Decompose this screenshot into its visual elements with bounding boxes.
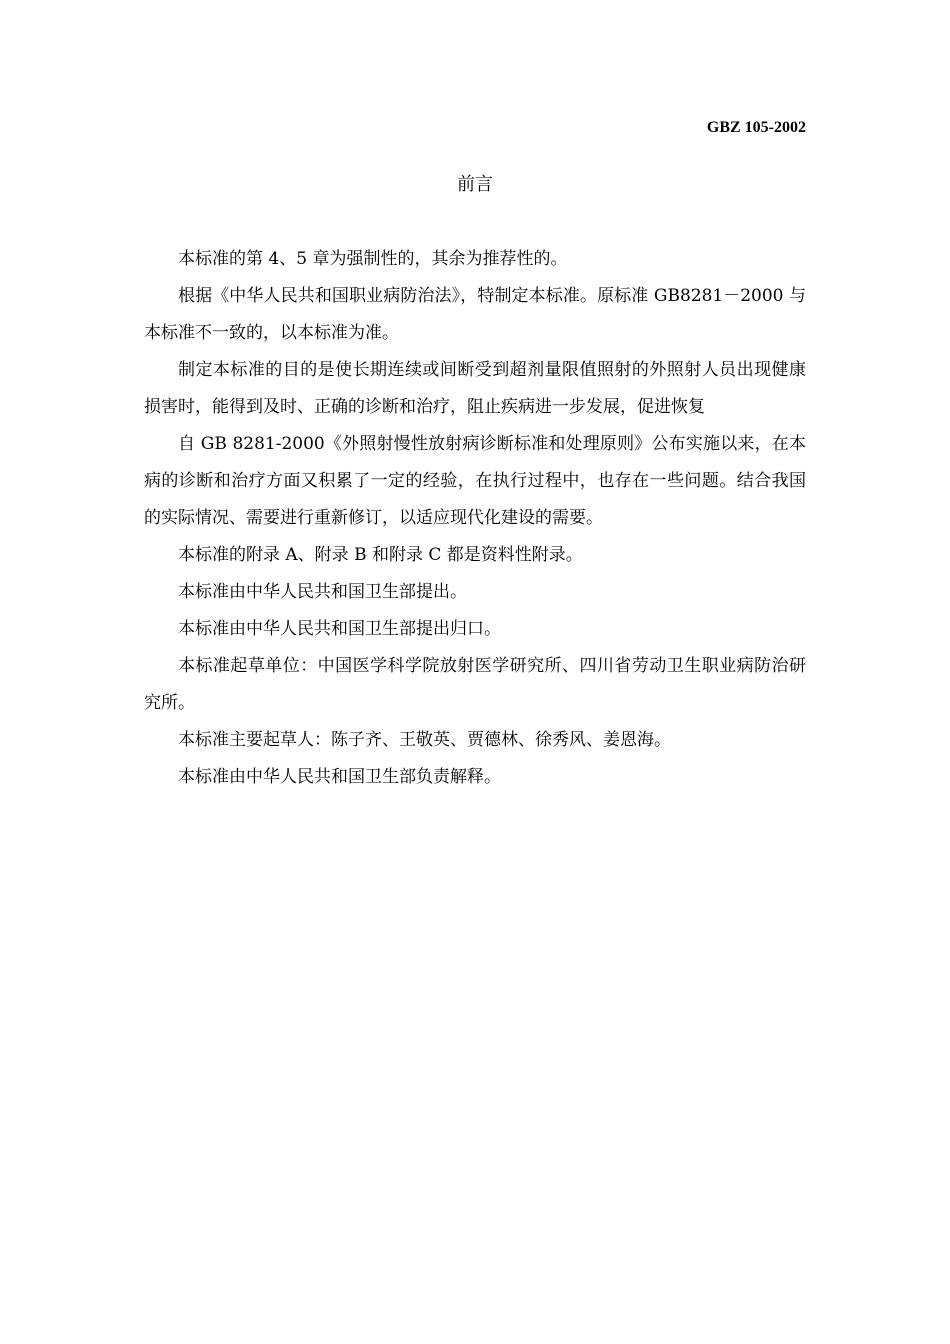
standard-code: GBZ 105-2002 (706, 119, 806, 136)
paragraph-drafters: 本标准主要起草人：陈子齐、王敬英、贾德林、徐秀风、姜恩海。 (178, 730, 671, 750)
paragraph-purpose: 制定本标准的目的是使长期连续或间断受到超剂量限值照射的外照射人员出现健康损害时，能得到及时、正确的诊断和治疗，阻止疾病进一步发展，促进恢复 (144, 360, 806, 417)
paragraph-centralized-by: 本标准由中华人民共和国卫生部提出归口。 (178, 619, 501, 639)
paragraph-mandatory-chapters: 本标准的第 4、5 章为强制性的，其余为推荐性的。 (178, 249, 568, 269)
paragraph-proposed-by: 本标准由中华人民共和国卫生部提出。 (178, 582, 467, 602)
paragraph-revision-background: 自 GB 8281-2000《外照射慢性放射病诊断标准和处理原则》公布实施以来，在本病的诊断和治疗方面又积累了一定的经验，在执行过程中，也存在一些问题。结合我国的实际情况、需要进行重新修订，以适应现代化建设的需要。 (144, 434, 806, 528)
document-body (144, 241, 806, 796)
paragraph-appendices: 本标准的附录 A、附录 B 和附录 C 都是资料性附录。 (178, 545, 583, 565)
paragraph-drafting-units: 本标准起草单位：中国医学科学院放射医学研究所、四川省劳动卫生职业病防治研究所。 (144, 656, 806, 713)
paragraph-legal-basis: 根据《中华人民共和国职业病防治法》，特制定本标准。原标准 GB8281－2000 与本标准不一致的，以本标准为准。 (144, 286, 806, 343)
paragraph-interpretation: 本标准由中华人民共和国卫生部负责解释。 (178, 767, 501, 787)
page-title: 前言 (457, 174, 493, 195)
